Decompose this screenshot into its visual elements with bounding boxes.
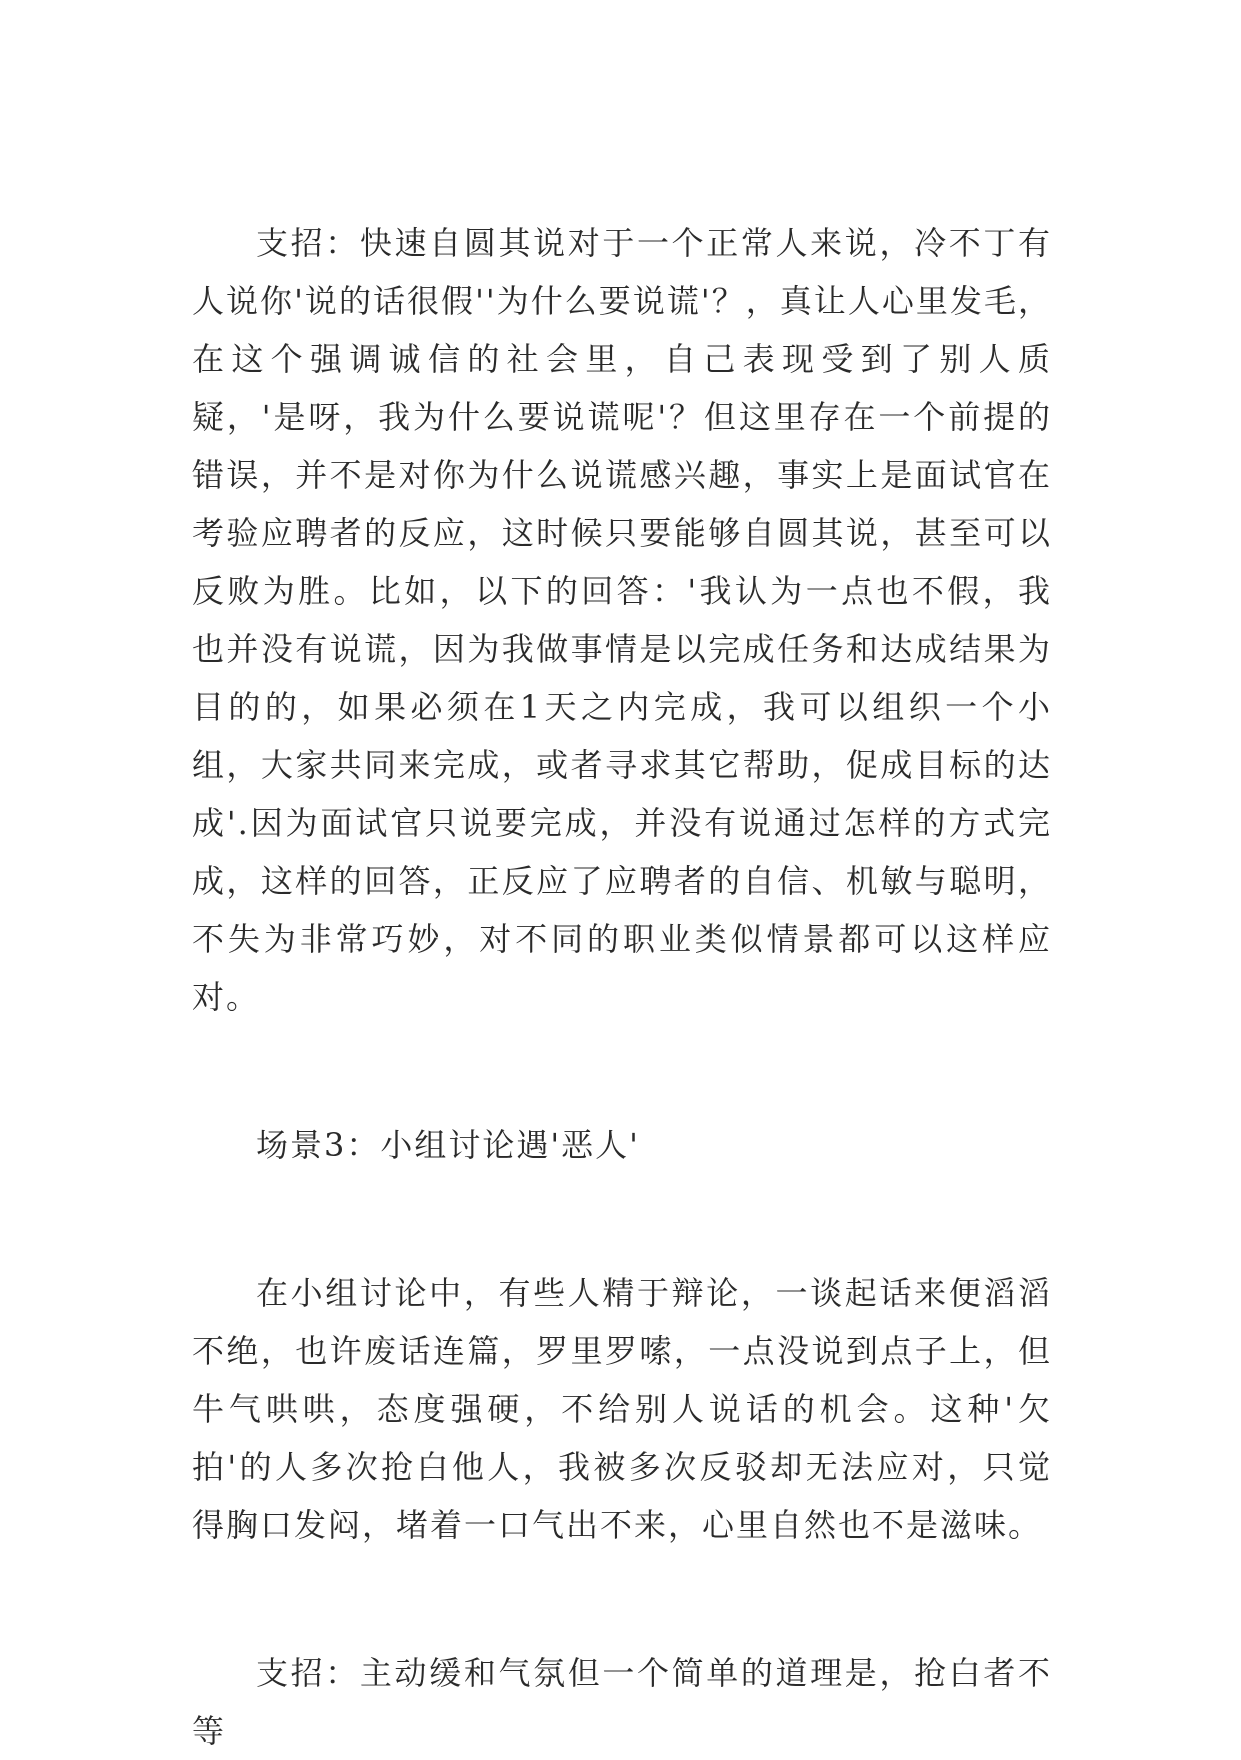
document-body <box>192 214 1052 1760</box>
paragraph-gap <box>192 1554 1052 1644</box>
scene-3-heading: 场景3：小组讨论遇'恶人' <box>256 1126 640 1164</box>
paragraph-tip-ease-atmosphere: 支招：主动缓和气氛但一个简单的道理是，抢白者不等 <box>192 1654 1052 1750</box>
paragraph-gap <box>192 1174 1052 1264</box>
paragraph-tip-self-consistency: 支招：快速自圆其说对于一个正常人来说，冷不丁有人说你'说的话很假''为什么要说谎'？，真让人心里发毛，在这个强调诚信的社会里，自己表现受到了别人质疑，'是呀，我为什么要说谎呢'？但这里存在一个前提的错误，并不是对你为什么说谎感兴趣，事实上是面试官在考验应聘者的反应，这时候只要能够自圆其说，甚至可以反败为胜。比如，以下的回答：'我认为一点也不假，我也并没有说谎，因为我做事情是以完成任务和达成结果为目的的，如果必须在1天之内完成，我可以组织一个小组，大家共同来完成，或者寻求其它帮助，促成目标的达成'.因为面试官只说要完成，并没有说通过怎样的方式完成，这样的回答，正反应了应聘者的自信、机敏与聪明，不失为非常巧妙，对不同的职业类似情景都可以这样应对。 <box>192 224 1052 1016</box>
paragraph-group-discussion: 在小组讨论中，有些人精于辩论，一谈起话来便滔滔不绝，也许废话连篇，罗里罗嗦，一点没说到点子上，但牛气哄哄，态度强硬，不给别人说话的机会。这种'欠拍'的人多次抢白他人，我被多次反驳却无法应对，只觉得胸口发闷，堵着一口气出不来，心里自然也不是滋味。 <box>192 1274 1052 1544</box>
paragraph-gap <box>192 1026 1052 1116</box>
